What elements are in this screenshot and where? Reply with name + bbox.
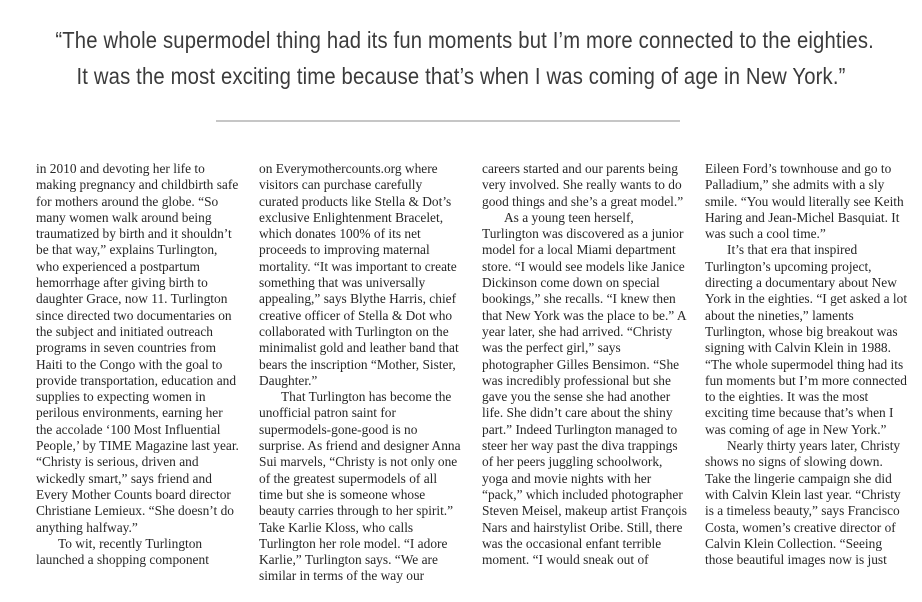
pull-quote <box>0 22 922 94</box>
paragraph: on Everymothercounts.org where visitors can purchase carefully curated products like Stella & Dot’s exclusive Enlightenment Bracelet, which donates 100% of its net proceeds to improving maternal mortality. “It was important to create something that was universally appealing,” says Blythe Harris, chief creative officer of Stella & Dot who collaborated with Turlington on the minimalist gold and leather band that bears the inscription “Mother, Sister, Daughter.” <box>259 161 459 388</box>
article-column-3 <box>482 161 687 602</box>
paragraph: in 2010 and devoting her life to making pregnancy and childbirth safe for mothers around the globe. “So many women walk around being traumatized by birth and it shouldn’t be that way,” explains Turlington, who experienced a postpartum hemorrhage after giving birth to daughter Grace, now 11. Turlington since directed two documentaries on the subject and initiated outreach programs in seven countries from Haiti to the Congo with the goal to provide transportation, education and supplies to expecting women in perilous environments, earning her the accolade ‘100 Most Influential People,’ by TIME Magazine last year. “Christy is serious, driven and wickedly smart,” says friend and Every Mother Counts board director Christiane Lemieux. “She doesn’t do anything halfway.” <box>36 161 239 535</box>
paragraph: That Turlington has become the unofficial patron saint for supermodels-gone-good is no surprise. As friend and designer Anna Sui marvels, “Christy is not only one of the greatest supermodels of all time but she is someone whose beauty carries through to her spirit.” Take Karlie Kloss, who calls Turlington her role model. “I adore Karlie,” Turlington says. “We are similar in terms of the way our <box>259 389 461 584</box>
pull-quote-line-1: “The whole supermodel thing had its fun moments but I’m more connected to the eighties. <box>55 27 874 53</box>
article-column-1 <box>36 161 241 602</box>
paragraph: Eileen Ford’s townhouse and go to Palladium,” she admits with a sly smile. “You would literally see Keith Haring and Jean-Michel Basquiat. It was such a cool time.” <box>705 161 904 242</box>
paragraph: careers started and our parents being very involved. She really wants to do good things and she’s a great model.” <box>482 161 684 209</box>
section-divider <box>216 120 680 122</box>
pull-quote-line-2: It was the most exciting time because that’s when I was coming of age in New York.” <box>76 63 846 89</box>
paragraph: To wit, recently Turlington launched a shopping component <box>36 535 209 568</box>
paragraph: Nearly thirty years later, Christy shows no signs of slowing down. Take the lingerie campaign she did with Calvin Klein last year. “Christy is a timeless beauty,” says Francisco Costa, women’s creative director of Calvin Klein Collection. “Seeing those beautiful images now is just <box>705 438 901 568</box>
paragraph: As a young teen herself, Turlington was discovered as a junior model for a local Miami department store. “I would see models like Janice Dickinson come down on special bookings,” she recalls. “I knew then that New York was the place to be.” A year later, she had arrived. “Christy was the perfect girl,” says photographer Gilles Bensimon. “She was incredibly professional but she gave you the sense she had another life. She didn’t care about the shiny part.” Indeed Turlington managed to steer her way past the diva trappings of her peers juggling schoolwork, yoga and movie nights with her “pack,” which included photographer Steven Meisel, makeup artist François Nars and hairstylist Oribe. Still, there was the occasional enfant terrible moment. “I would sneak out of <box>482 209 687 568</box>
article-column-2 <box>259 161 464 602</box>
article-column-4 <box>705 161 910 602</box>
article-columns <box>36 161 910 602</box>
paragraph: It’s that era that inspired Turlington’s upcoming project, directing a documentary about New York in the eighties. “I get asked a lot about the nineties,” laments Turlington, whose big breakout was signing with Calvin Klein in 1988. “The whole supermodel thing had its fun moments but I’m more connected to the eighties. It was the most exciting time because that’s when I was coming of age in New York.” <box>705 242 908 437</box>
